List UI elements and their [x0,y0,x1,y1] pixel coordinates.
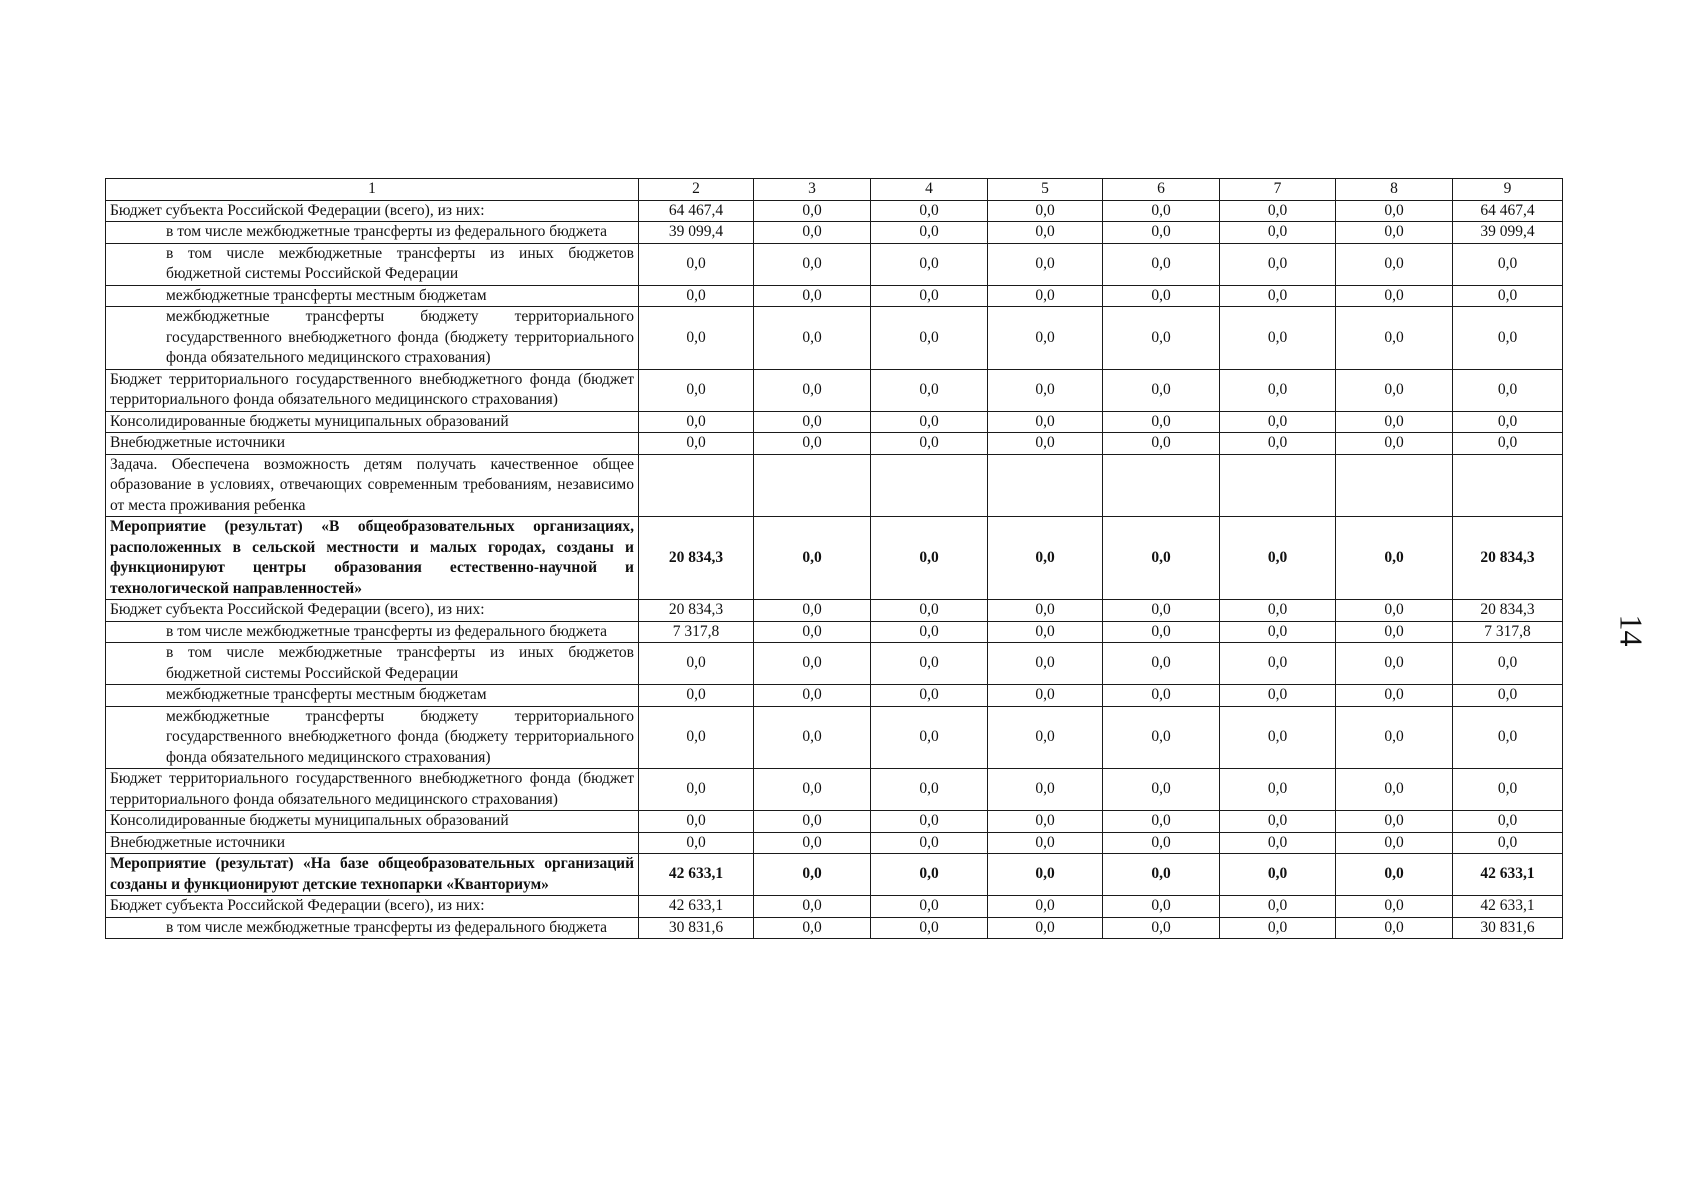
value-cell: 0,0 [1103,706,1220,769]
value-cell: 0,0 [1336,706,1453,769]
value-cell: 0,0 [988,411,1103,433]
value-cell: 0,0 [871,896,988,918]
value-cell: 0,0 [988,917,1103,939]
value-cell: 0,0 [1103,896,1220,918]
value-cell: 0,0 [871,243,988,285]
value-cell: 0,0 [1220,621,1336,643]
value-cell: 0,0 [754,643,871,685]
value-cell: 0,0 [1220,200,1336,222]
value-cell: 0,0 [988,200,1103,222]
table-row [106,769,1563,811]
value-cell: 0,0 [1220,517,1336,600]
row-label: Бюджет субъекта Российской Федерации (всего), из них: [106,896,639,918]
row-label: Задача. Обеспечена возможность детям получать качественное общее образование в условиях, отвечающих современным требованиям, независимо от места проживания ребенка [106,454,639,517]
value-cell: 0,0 [1220,917,1336,939]
value-cell: 0,0 [1453,685,1563,707]
value-cell: 0,0 [871,917,988,939]
value-cell [988,454,1103,517]
value-cell: 0,0 [988,706,1103,769]
value-cell: 0,0 [1103,243,1220,285]
value-cell: 0,0 [639,769,754,811]
value-cell: 0,0 [1103,769,1220,811]
value-cell: 0,0 [1453,706,1563,769]
value-cell: 0,0 [639,243,754,285]
value-cell: 0,0 [988,600,1103,622]
value-cell: 0,0 [1220,411,1336,433]
value-cell: 0,0 [988,517,1103,600]
table-row [106,222,1563,244]
value-cell: 0,0 [1220,600,1336,622]
value-cell: 42 633,1 [1453,854,1563,896]
value-cell: 0,0 [1453,832,1563,854]
value-cell: 0,0 [1336,433,1453,455]
value-cell: 0,0 [1453,243,1563,285]
value-cell: 0,0 [754,811,871,833]
value-cell [1220,454,1336,517]
row-label: в том числе межбюджетные трансферты из федерального бюджета [106,917,639,939]
value-cell [1453,454,1563,517]
value-cell: 39 099,4 [1453,222,1563,244]
value-cell: 0,0 [1103,411,1220,433]
row-label: Бюджет территориального государственного внебюджетного фонда (бюджет территориального фонда обязательного медицинского страхования) [106,769,639,811]
row-label: Бюджет территориального государственного внебюджетного фонда (бюджет территориального фонда обязательного медицинского страхования) [106,369,639,411]
value-cell: 0,0 [754,200,871,222]
value-cell: 0,0 [871,411,988,433]
value-cell: 0,0 [639,643,754,685]
value-cell: 0,0 [1103,685,1220,707]
value-cell: 42 633,1 [639,896,754,918]
table-row [106,307,1563,370]
value-cell: 0,0 [871,200,988,222]
value-cell: 0,0 [754,285,871,307]
value-cell: 0,0 [1103,285,1220,307]
value-cell: 0,0 [1220,307,1336,370]
value-cell: 20 834,3 [639,600,754,622]
row-label: в том числе межбюджетные трансферты из федерального бюджета [106,222,639,244]
value-cell: 0,0 [988,285,1103,307]
value-cell: 0,0 [754,832,871,854]
value-cell: 0,0 [1336,643,1453,685]
table-row [106,517,1563,600]
row-label: межбюджетные трансферты бюджету территориального государственного внебюджетного фонда (бюджету территориального фонда обязательного медицинского страхования) [106,307,639,370]
value-cell: 7 317,8 [1453,621,1563,643]
row-label: Бюджет субъекта Российской Федерации (всего), из них: [106,200,639,222]
value-cell: 0,0 [639,706,754,769]
value-cell: 0,0 [639,433,754,455]
value-cell [1336,454,1453,517]
table-row [106,600,1563,622]
table-row [106,917,1563,939]
value-cell: 30 831,6 [639,917,754,939]
value-cell: 0,0 [1453,369,1563,411]
value-cell: 0,0 [1220,896,1336,918]
value-cell: 20 834,3 [639,517,754,600]
value-cell: 0,0 [754,621,871,643]
column-number: 7 [1220,179,1336,201]
value-cell: 0,0 [639,369,754,411]
value-cell: 0,0 [988,896,1103,918]
value-cell: 0,0 [1453,285,1563,307]
column-number: 2 [639,179,754,201]
value-cell: 0,0 [1103,369,1220,411]
value-cell: 0,0 [1336,517,1453,600]
row-label: межбюджетные трансферты местным бюджетам [106,685,639,707]
value-cell: 0,0 [754,896,871,918]
value-cell: 0,0 [988,433,1103,455]
value-cell: 64 467,4 [639,200,754,222]
value-cell: 0,0 [639,411,754,433]
value-cell: 0,0 [639,832,754,854]
value-cell: 0,0 [871,706,988,769]
value-cell: 0,0 [754,854,871,896]
value-cell: 0,0 [871,369,988,411]
value-cell: 0,0 [1453,411,1563,433]
value-cell: 0,0 [1453,643,1563,685]
value-cell: 42 633,1 [1453,896,1563,918]
value-cell: 39 099,4 [639,222,754,244]
value-cell: 0,0 [1336,600,1453,622]
value-cell: 0,0 [1220,433,1336,455]
value-cell: 7 317,8 [639,621,754,643]
table-row [106,896,1563,918]
row-label: Консолидированные бюджеты муниципальных образований [106,411,639,433]
value-cell: 0,0 [1220,685,1336,707]
value-cell: 20 834,3 [1453,600,1563,622]
value-cell: 0,0 [1103,517,1220,600]
row-label: в том числе межбюджетные трансферты из иных бюджетов бюджетной системы Российской Федерации [106,243,639,285]
value-cell: 0,0 [754,769,871,811]
column-number: 1 [106,179,639,201]
value-cell: 0,0 [988,369,1103,411]
table-row [106,832,1563,854]
value-cell: 0,0 [1103,621,1220,643]
value-cell: 0,0 [1336,411,1453,433]
value-cell: 0,0 [1336,854,1453,896]
value-cell: 0,0 [871,433,988,455]
value-cell: 0,0 [1453,769,1563,811]
value-cell: 0,0 [754,243,871,285]
value-cell [754,454,871,517]
value-cell: 0,0 [1336,896,1453,918]
value-cell: 0,0 [1336,685,1453,707]
table-row [106,685,1563,707]
value-cell: 0,0 [871,685,988,707]
value-cell: 0,0 [639,811,754,833]
value-cell: 0,0 [1220,243,1336,285]
value-cell: 0,0 [871,285,988,307]
value-cell: 0,0 [988,832,1103,854]
table-row [106,285,1563,307]
value-cell: 0,0 [1103,200,1220,222]
value-cell: 0,0 [1103,307,1220,370]
value-cell: 0,0 [754,517,871,600]
value-cell: 0,0 [988,643,1103,685]
value-cell: 0,0 [988,685,1103,707]
value-cell: 0,0 [1336,285,1453,307]
value-cell: 0,0 [754,600,871,622]
table-row [106,200,1563,222]
value-cell: 0,0 [988,222,1103,244]
column-number: 9 [1453,179,1563,201]
value-cell: 30 831,6 [1453,917,1563,939]
value-cell: 0,0 [871,769,988,811]
table-row [106,621,1563,643]
value-cell: 0,0 [1336,832,1453,854]
value-cell: 0,0 [1220,643,1336,685]
value-cell: 0,0 [1103,600,1220,622]
table-row [106,411,1563,433]
value-cell: 0,0 [871,600,988,622]
table-row [106,811,1563,833]
value-cell: 0,0 [1336,621,1453,643]
page-number: 14 [1613,614,1650,647]
value-cell: 0,0 [1103,811,1220,833]
value-cell: 0,0 [754,222,871,244]
value-cell: 0,0 [1453,433,1563,455]
value-cell: 0,0 [1336,369,1453,411]
table-row [106,369,1563,411]
value-cell [1103,454,1220,517]
value-cell: 0,0 [871,307,988,370]
value-cell: 0,0 [988,769,1103,811]
value-cell: 0,0 [1336,917,1453,939]
row-label: межбюджетные трансферты местным бюджетам [106,285,639,307]
value-cell [639,454,754,517]
value-cell: 0,0 [1103,222,1220,244]
value-cell: 0,0 [1336,200,1453,222]
value-cell: 0,0 [754,706,871,769]
row-label: в том числе межбюджетные трансферты из иных бюджетов бюджетной системы Российской Федерации [106,643,639,685]
value-cell: 0,0 [1336,307,1453,370]
value-cell: 0,0 [871,832,988,854]
table-row [106,706,1563,769]
value-cell: 0,0 [754,917,871,939]
value-cell: 0,0 [871,811,988,833]
row-label: Внебюджетные источники [106,832,639,854]
column-number-row [106,179,1563,201]
value-cell: 0,0 [754,369,871,411]
value-cell: 0,0 [988,811,1103,833]
column-number: 6 [1103,179,1220,201]
value-cell: 0,0 [639,685,754,707]
value-cell: 20 834,3 [1453,517,1563,600]
value-cell: 0,0 [988,621,1103,643]
row-label: межбюджетные трансферты бюджету территориального государственного внебюджетного фонда (бюджету территориального фонда обязательного медицинского страхования) [106,706,639,769]
value-cell: 0,0 [1336,769,1453,811]
table-row [106,454,1563,517]
value-cell: 0,0 [988,854,1103,896]
value-cell: 0,0 [1103,854,1220,896]
value-cell: 0,0 [871,643,988,685]
column-number: 8 [1336,179,1453,201]
value-cell: 0,0 [639,285,754,307]
value-cell: 0,0 [754,433,871,455]
value-cell [871,454,988,517]
row-label: Бюджет субъекта Российской Федерации (всего), из них: [106,600,639,622]
value-cell: 0,0 [1336,811,1453,833]
value-cell: 0,0 [1336,243,1453,285]
value-cell: 0,0 [1220,222,1336,244]
value-cell: 0,0 [1453,811,1563,833]
value-cell: 0,0 [1220,811,1336,833]
value-cell: 0,0 [1220,369,1336,411]
table-row [106,433,1563,455]
value-cell: 0,0 [871,621,988,643]
table-row [106,243,1563,285]
value-cell: 0,0 [1103,917,1220,939]
value-cell: 0,0 [1453,307,1563,370]
value-cell: 0,0 [1220,854,1336,896]
table-row [106,854,1563,896]
value-cell: 64 467,4 [1453,200,1563,222]
row-label: Внебюджетные источники [106,433,639,455]
column-number: 3 [754,179,871,201]
value-cell: 0,0 [1220,706,1336,769]
column-number: 5 [988,179,1103,201]
row-label: Консолидированные бюджеты муниципальных образований [106,811,639,833]
table-body [106,179,1563,939]
value-cell: 0,0 [1220,832,1336,854]
value-cell: 0,0 [1103,433,1220,455]
value-cell: 0,0 [871,854,988,896]
budget-table [105,178,1563,939]
value-cell: 0,0 [754,411,871,433]
value-cell: 0,0 [754,307,871,370]
value-cell: 0,0 [1103,832,1220,854]
value-cell: 0,0 [871,517,988,600]
column-number: 4 [871,179,988,201]
value-cell: 0,0 [988,243,1103,285]
row-label: Мероприятие (результат) «В общеобразовательных организациях, расположенных в сельской местности и малых городах, созданы и функционируют центры образования естественно-научной и технологической направленностей» [106,517,639,600]
table-row [106,643,1563,685]
value-cell: 0,0 [871,222,988,244]
value-cell: 0,0 [988,307,1103,370]
value-cell: 0,0 [1220,285,1336,307]
value-cell: 0,0 [1103,643,1220,685]
value-cell: 0,0 [754,685,871,707]
value-cell: 0,0 [639,307,754,370]
row-label: в том числе межбюджетные трансферты из федерального бюджета [106,621,639,643]
value-cell: 0,0 [1220,769,1336,811]
row-label: Мероприятие (результат) «На базе общеобразовательных организаций созданы и функционируют детские технопарки «Кванториум» [106,854,639,896]
value-cell: 0,0 [1336,222,1453,244]
value-cell: 42 633,1 [639,854,754,896]
